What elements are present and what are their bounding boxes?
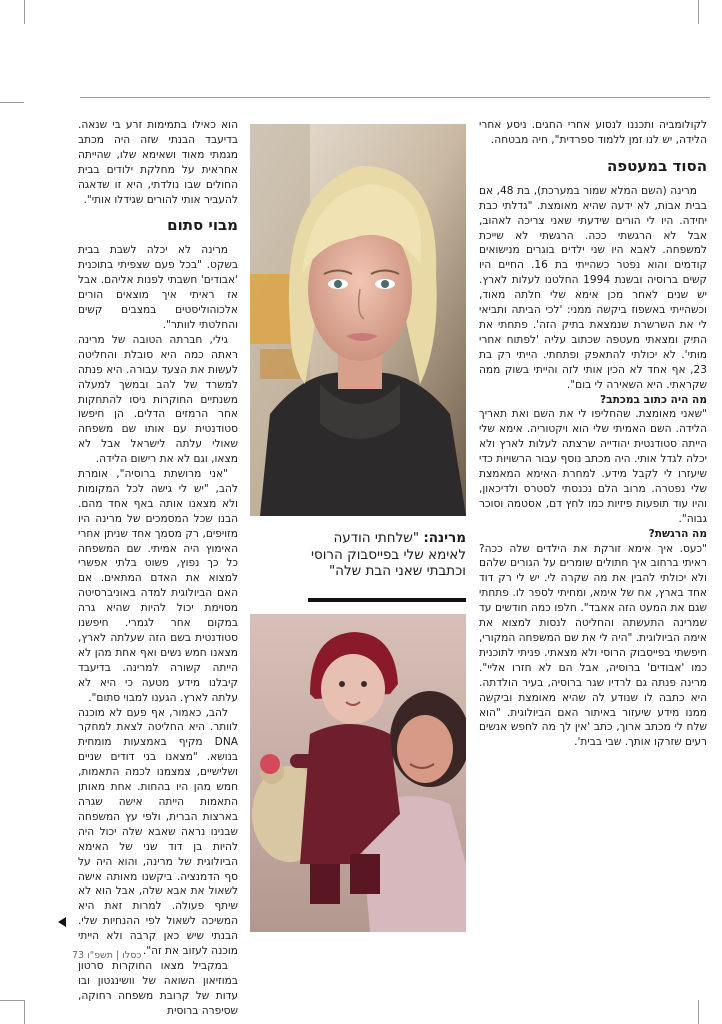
left-paragraph-1: מרינה לא יכלה לשבת בבית בשקט. "בכל פעם שצפיתי בתוכנית 'אבודים' חשבתי לפנות אליהם. אבל אז ראיתי איך מוצאים הורים אלכוהוליסטים במצבים קשים והחלטתי לוותר". <box>78 244 238 331</box>
continue-arrow-icon <box>58 917 66 927</box>
question-letter: מה היה כתוב במכתב? <box>600 393 707 406</box>
photo-caption <box>308 530 466 580</box>
right-paragraph-2: "שאני מאומצת. שהחליפו לי את השם ואת תאריך הלידה. השם האמיתי שלי הוא ויקטוריה. אימא שלי הייתה סטודנטית יהודייה שרצתה לעלות לארץ ולא יכלה לגדל אותי. היה מכתב נוסף עבור הרשויות כדי שיעזרו לי לקבל מידע. למחרת האימא המאמצת שלי נפטרה. מרוב הלם נכנסתי לסטרס ולדיכאון, והיו עוד תופעות פיזיות כמו לחץ דם, אסטמה וסוכר גבוה". <box>479 408 707 525</box>
caption-quote: "שלחתי הודעה לאימא שלי בפייסבוק הרוסי וכתבתי שאני הבת שלה" <box>310 530 466 579</box>
section-heading-dead-end: מבוי סתום <box>167 216 238 235</box>
portrait-photo <box>250 124 466 516</box>
section-heading-secret: הסוד במעטפה <box>606 156 707 175</box>
left-paragraph-5: במקביל מצאו החוקרות סרטון במוזיאון השואה של וושינגטון ובו עדות של קרובת משפחה רחוקה, שסיפרה ברוסית <box>78 959 238 1017</box>
left-column <box>78 118 238 1019</box>
family-image <box>250 614 466 932</box>
right-intro: לקולומביה ותכננו לנסוע אחרי החגים. ניסע אחרי הלידה, יש לנו זמן ללמוד ספרדית", חיה מבטחה. <box>479 119 707 146</box>
family-photo <box>250 614 466 932</box>
crop-mark-tl-h <box>0 102 24 103</box>
crop-mark-bl-h <box>0 1000 24 1001</box>
left-paragraph-3: "אני מרושתת ברוסיה", אומרת להב, "יש לי גישה לכל המקומות ולא מצאנו אותה באף אחד מהם. הבנו שכל המסמכים של מרינה היו מזויפים, רק מסמך אחד שניתן אחרי האימוץ היה אמיתי. שם המשפחה כל כך נפוץ, פשוט בלתי אפשרי למצוא את האדם המתאים. אם האם הביולוגית למדה באוניברסיטה מסוימת יכול להיות שהיא גרה במקום אחר לגמרי. חיפשנו סטודנטית בשם הזה שעלתה לארץ, מצאנו חמש נשים ואף אחת מהן לא הייתה קשורה למרינה. בדיעבד קיבלנו מידע מטעה כי היא לא עלתה לארץ. הגענו למבוי סתום". <box>78 468 238 704</box>
left-intro: הוא כאילו בתמימות זרע בי שנאה. בדיעבד הבנתי שזה היה מכתב מגמתי מאוד ושאימא שלו, שהייתה אחראית על מחלקת ילודים בבית החולים שבו נולדתי, היא זו שדאגה להעביר אותי להורים שגידלו אותי". <box>78 119 238 206</box>
page-footer: כסלו | תשפ"ו 73 <box>72 950 142 961</box>
left-paragraph-2: גילי, חברתה הטובה של מרינה ראתה כמה היא סובלת והחליטה לעשות את הצעד עבורה. היא פנתה למשרד של להב ובמשך למעלה משנתיים החוקרות ניסו להתחקות אחר הרמזים הדלים. הן חיפשו סטודנטית עם אותו שם משפחה שאולי עלתה לישראל אבל לא מצאו, וגם לא את רישום הלידה. <box>78 333 238 466</box>
question-feel: מה הרגשת? <box>648 527 707 540</box>
crop-mark-tr-v <box>698 0 699 24</box>
portrait-image <box>250 124 466 516</box>
right-paragraph-1: מרינה (השם המלא שמור במערכת), בת 48, אם בבית אבות, לא ידעה שהיא מאומצת. "גדלתי כבת יחידה. היו לי הורים שידעתי שאני צריכה לאהוב, אבל לא הרגשתי ככה. הרגשתי לא שייכת למשפחה. לאבא היו שני ילדים בוגרים מנישואים קודמים והוא נפטר כשהייתי בת 16. החיים היו קשים ברוסיה ובשנת 1994 החלטנו לעלות לארץ. יש שנים לאחר מכן אימא שלי חלתה מאוד, וכשהייתי באשפוז ביקשה ממני: 'לכי הביתה ותביאי לי את השרשרת שנמצאת בתיק הזה'. פתחתי את התיק ומצאתי מעטפה שכתוב עליה 'לפתוח אחרי מותי'. לא יכולתי להתאפק ופתחתי. הייתי רק בת 23, אף אחד לא הכין אותי לזה והייתי בשוק ממה שקראתי. היא השאירה לי בום". <box>479 184 707 391</box>
crop-mark-br-v <box>698 1000 699 1024</box>
crop-mark-tl-v <box>24 0 25 24</box>
left-paragraph-4: להב, כאמור, אף פעם לא מוכנה לוותר. היא החליטה לצאת למחקר DNA מקיף באמצעות מומחית בנושא. "מצאנו בני דודים שניים ושלישיים, צמצמנו לכמה התאמות, חמש מהן היו בהחות. אחת מאותן התאמות הייתה אישה שגרה בארצות הברית, ולפי עץ המשפחה שבנינו נראה שאבא שלה יכול היה להיות בן דוד שני של האימא הביולוגית של מרינה, והוא היה על סף הדמנציה. ביקשנו מאותה אישה לשאול את אבא שלה, אבל הוא לא שיתף פעולה. למרות זאת היא המשיכה לשאול לפי ההנחיות שלי. הבנתי שיש כאן קרבה ולא הייתי מוכנה לעזוב את זה". <box>78 706 238 958</box>
top-rule <box>80 97 710 98</box>
crop-mark-bl-v <box>24 1000 25 1024</box>
caption-rule <box>308 598 466 602</box>
right-column <box>479 118 707 750</box>
right-paragraph-3: "כעס. איך אימא זורקת את הילדים שלה ככה? ראיתי ברחוב איך חתולים שומרים על הגורים שלהם ולא יכולתי להבין את מה שקרה לי. יש לי רק דוד אחד בארץ, אח של אימא, ומחיתי לספר לו. פתחתי שגם את המעט הזה אאבד". חלפו כמה חודשים עד שמרינה התעשתה והחליטה לנסות למצוא את אימה הביולוגית. "היה לי את שם המשפחה המקורי, חיפשתי בפייסבוק הרוסי ולא מצאתי. פניתי לתוכנית כמו 'אבודים' ברוסיה, אבל הם לא חזרו אליי". מרינה פנתה גם לרדיו שגר ברוסיה, בעיר הולדתה. היא כתבה לו שנודע לה שהיא מאומצת וביקשה ממנו מידע שיעזור באיתור האם הביולוגית. "הוא שלח לי מכתב ארוך, כתב 'אין לך מה לחפש אנשים רעים שזרקו אותך. שבי בבית'. <box>479 542 707 749</box>
caption-name: מרינה: <box>423 530 466 546</box>
